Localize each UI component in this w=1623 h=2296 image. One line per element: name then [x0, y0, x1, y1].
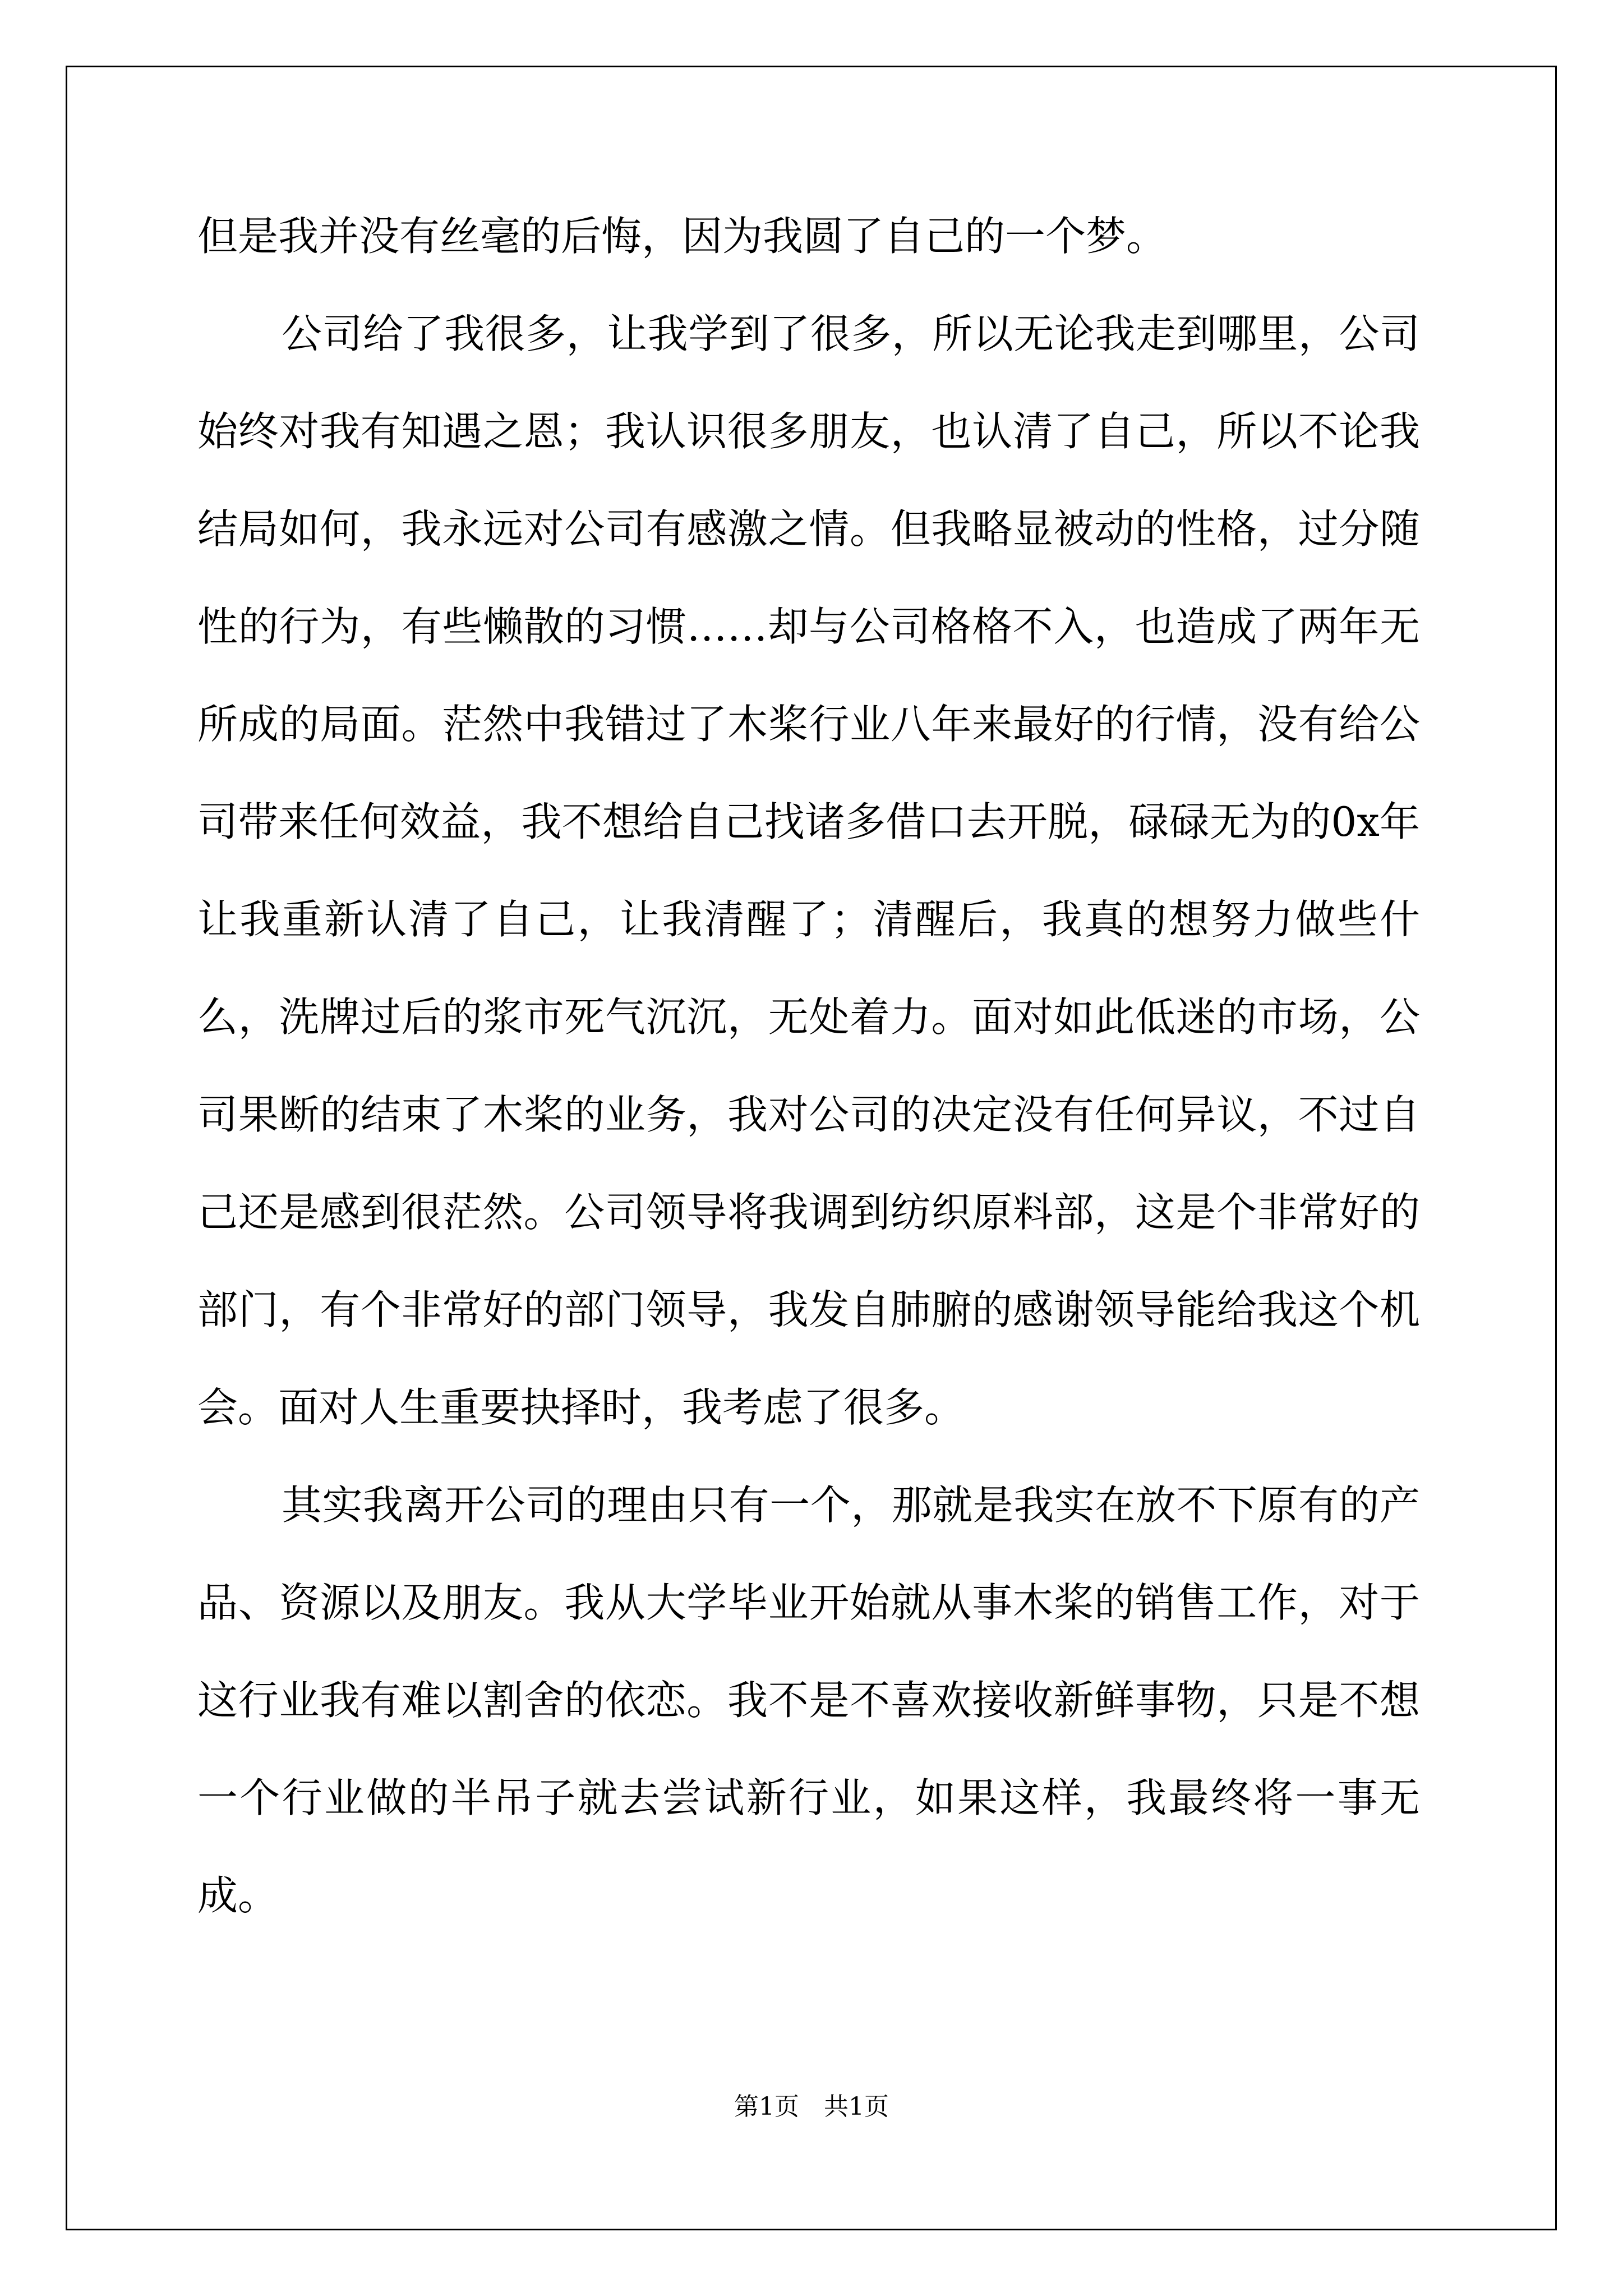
- paragraph-2: 公司给了我很多，让我学到了很多，所以无论我走到哪里，公司始终对我有知遇之恩；我认识很多朋友，也认清了自己，所以不论我结局如何，我永远对公司有感激之情。但我略显被动的性格，过分随性的行为，有些懒散的习惯……却与公司格格不入，也造成了两年无所成的局面。茫然中我错过了木桨行业八年来最好的行情，没有给公司带来任何效益，我不想给自己找诸多借口去开脱，碌碌无为的0x年让我重新认清了自己，让我清醒了；清醒后，我真的想努力做些什么，洗牌过后的浆市死气沉沉，无处着力。面对如此低迷的市场，公司果断的结束了木桨的业务，我对公司的决定没有任何异议，不过自己还是感到很茫然。公司领导将我调到纺织原料部，这是个非常好的部门，有个非常好的部门领导，我发自肺腑的感谢领导能给我这个机会。面对人生重要抉择时，我考虑了很多。: [197, 310, 1420, 1431]
- page-number: 第1页 共1页: [734, 2092, 889, 2121]
- paragraph-3: 其实我离开公司的理由只有一个，那就是我实在放不下原有的产品、资源以及朋友。我从大学毕业开始就从事木桨的销售工作，对于这行业我有难以割舍的依恋。我不是不喜欢接收新鲜事物，只是不想一个行业做的半吊子就去尝试新行业，如果这样，我最终将一事无成。: [197, 1481, 1420, 1919]
- document-body: [197, 187, 1420, 1944]
- paragraph-1: 但是我并没有丝毫的后悔，因为我圆了自己的一个梦。: [197, 213, 1167, 260]
